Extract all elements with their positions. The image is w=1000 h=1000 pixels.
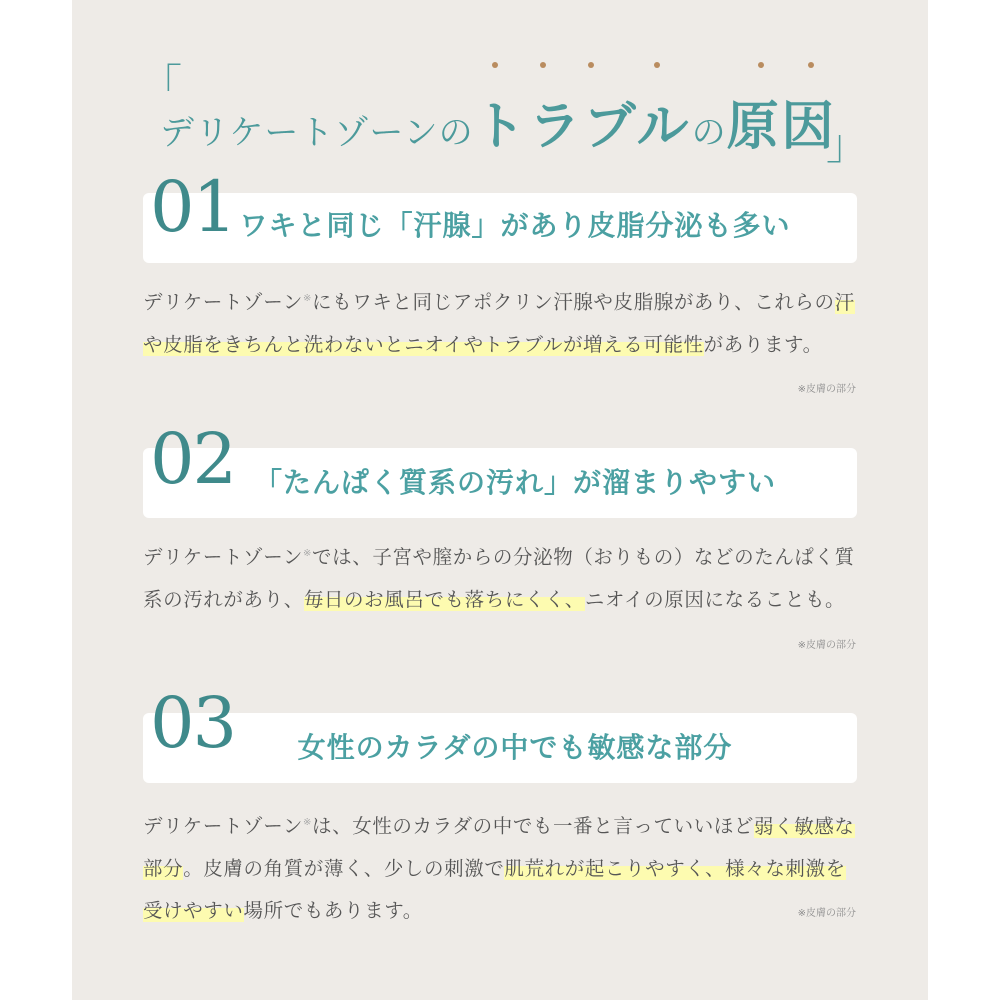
page-title [160,84,850,159]
section-heading: ワキと同じ「汗腺」があり皮脂分泌も多い [239,209,791,242]
title-bracket-close: 」 [826,120,869,169]
title-part-2: トラブル [473,96,692,157]
section-body [143,278,859,366]
section-number: 02 [150,418,236,500]
highlighted-text: 弱く敏感な部分 [143,814,855,880]
emphasis-dots [0,62,1000,72]
footnote-mark: ※ [303,548,313,559]
highlighted-text: 毎日のお風呂でも落ちにくく、 [303,587,585,611]
section-number: 01 [150,166,236,248]
body-text: 場所でもあります。 [243,898,423,922]
body-text: では、子宮や膣からの分泌物（おりもの）などのたんぱく質系の汚れがあり、 [143,545,855,611]
emphasis-dot [492,62,498,68]
body-text: デリケートゾーン [143,290,304,314]
body-text: デリケートゾーン [143,545,304,569]
footnote-mark: ※ [303,817,313,828]
body-text: 。皮膚の角質が薄く、少しの刺激で [183,856,505,880]
body-text: ニオイの原因になることも。 [584,587,846,611]
section-heading: 女性のカラダの中でも敏感な部分 [297,731,733,764]
body-text: は、女性のカラダの中でも一番と言っていいほど [312,814,755,838]
section-body [143,533,859,621]
body-text: にもワキと同じアポクリン汗腺や皮脂腺があり、これらの [312,290,835,314]
body-text: があります。 [703,332,823,356]
emphasis-dot [758,62,764,68]
emphasis-dot [654,62,660,68]
title-bracket-open: 「 [140,60,183,109]
emphasis-dot [588,62,594,68]
footnote-mark: ※ [303,293,313,304]
section-body [143,802,859,932]
section-heading: 「たんぱく質系の汚れ」が溜まりやすい [253,466,776,499]
title-part-4: 原因 [726,96,837,157]
section-number: 03 [150,682,236,764]
emphasis-dot [540,62,546,68]
footnote: ※皮膚の部分 [797,908,856,919]
title-part-3: の [691,113,727,153]
title-part-1: デリケートゾーンの [160,113,474,153]
highlighted-text: 肌荒れが起こりやすく、様々な刺激を受けやすい [143,856,846,922]
emphasis-dot [808,62,814,68]
body-text: デリケートゾーン [143,814,304,838]
highlighted-text: 汗や皮脂をきちんと洗わないとニオイやトラブルが増える可能性 [143,290,855,356]
footnote: ※皮膚の部分 [797,640,856,651]
footnote: ※皮膚の部分 [797,384,856,395]
